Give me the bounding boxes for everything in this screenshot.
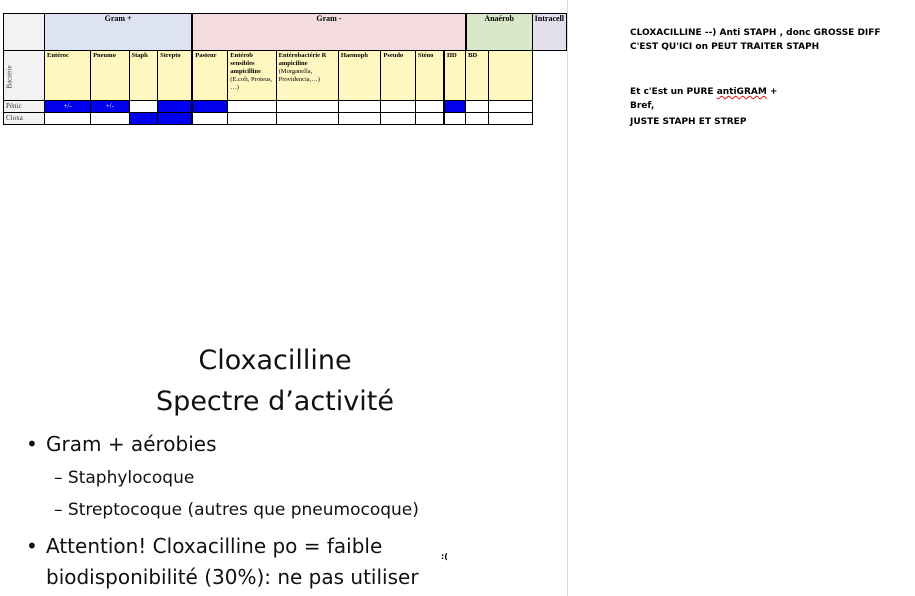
col-header-enterobact-r (276, 51, 338, 101)
note-line-2: C'EST QU'ICI on PEUT TRAITER STAPH (630, 42, 820, 52)
bullet-marker: • (26, 432, 38, 456)
bullet-gram-positive (26, 432, 217, 456)
cell-penic-intracell (488, 101, 532, 113)
col-header-pasteur: Pasteur (192, 51, 228, 101)
cell-cloxa-strepto (158, 113, 193, 125)
axis-label: Bactérie (5, 65, 14, 89)
cell-penic-enterobact (276, 101, 338, 113)
col-header-bd: BD (466, 51, 489, 101)
group-gram-positive: Gram + (45, 14, 193, 51)
bullet-attention (26, 534, 382, 558)
bullet-marker: • (26, 534, 38, 558)
cell-cloxa-haemoph (338, 113, 380, 125)
note-line-3-suffix: + (766, 87, 778, 97)
col-header-haemoph: Haemoph (338, 51, 380, 101)
bullet-text: Gram + aérobies (46, 432, 217, 456)
table-corner (4, 14, 45, 51)
note-line-3 (630, 86, 777, 99)
col-header-enterob-examples: (E.coli, Proteus, …) (230, 76, 273, 91)
bullet-text: Attention! Cloxacilline po = faible (46, 534, 383, 558)
cell-penic-enteroc: +/- (45, 101, 91, 113)
col-header-strepto: Strepto (158, 51, 193, 101)
cell-cloxa-intracell (488, 113, 532, 125)
col-header-hd: HD (444, 51, 466, 101)
cell-cloxa-pneumo (91, 113, 129, 125)
col-header-steno: Sténo (415, 51, 444, 101)
slide-title-line-1: Cloxacilline (198, 345, 352, 376)
bullet-attention-continued: biodisponibilité (30%): ne pas utiliser (46, 565, 419, 589)
cell-penic-hd (444, 101, 466, 113)
sub-bullet-staphylocoque: – Staphylocoque (54, 468, 195, 488)
row-label-cloxa: Cloxa (4, 113, 45, 125)
cell-penic-haemoph (338, 101, 380, 113)
row-label-penic: Pénic (4, 101, 45, 113)
spellcheck-word: antiGRAM (716, 87, 767, 97)
cell-cloxa-enterobact (276, 113, 338, 125)
notes-pane[interactable] (568, 0, 915, 596)
group-anaerobic: Anaérob (466, 14, 533, 51)
col-header-enterob-sensibles (228, 51, 276, 101)
axis-label-cell (4, 51, 45, 101)
cell-cloxa-steno (415, 113, 444, 125)
col-header-enterob-title: Entérob sensibles ampicilline (230, 52, 261, 75)
col-header-enteroc: Entéroc (45, 51, 91, 101)
sub-bullet-streptocoque: – Streptocoque (autres que pneumocoque) (54, 500, 419, 520)
cell-cloxa-staph (129, 113, 158, 125)
group-gram-negative: Gram - (192, 14, 465, 51)
spectrum-table (3, 13, 567, 125)
col-header-staph: Staph (129, 51, 158, 101)
table-row-cloxa (4, 113, 567, 125)
cell-penic-pseudo (381, 101, 416, 113)
cell-penic-enterob (228, 101, 276, 113)
note-line-5: JUSTE STAPH ET STREP (630, 117, 747, 127)
cell-penic-staph (129, 101, 158, 113)
col-header-pneumo: Pneumo (91, 51, 129, 101)
col-header-enterobact-examples: (Morganella, Providencia,…) (278, 68, 320, 83)
cell-cloxa-enteroc (45, 113, 91, 125)
col-header-enterobact-title: Entérobactérie R ampiciline (278, 52, 327, 67)
note-line-4: Bref, (630, 101, 655, 111)
cell-penic-bd (466, 101, 489, 113)
col-header-pseudo: Pseudo (381, 51, 416, 101)
slide-title (60, 340, 490, 422)
cell-cloxa-pseudo (381, 113, 416, 125)
cell-cloxa-pasteur (192, 113, 228, 125)
table-row-penic (4, 101, 567, 113)
col-header-intracell (488, 51, 532, 101)
cell-penic-steno (415, 101, 444, 113)
cell-penic-pasteur (192, 101, 228, 113)
cell-penic-pneumo: +/- (91, 101, 129, 113)
group-intracellular: Intracell (532, 14, 566, 51)
sad-emoticon: :( (441, 552, 448, 561)
cell-cloxa-enterob (228, 113, 276, 125)
slide-title-line-2: Spectre d’activité (156, 386, 394, 417)
note-line-3-prefix: Et c'Est un PURE (630, 87, 717, 97)
note-line-1: CLOXACILLINE --) Anti STAPH , donc GROSSE DIFF (630, 28, 881, 38)
cell-cloxa-hd (444, 113, 466, 125)
cell-cloxa-bd (466, 113, 489, 125)
cell-penic-strepto (158, 101, 193, 113)
